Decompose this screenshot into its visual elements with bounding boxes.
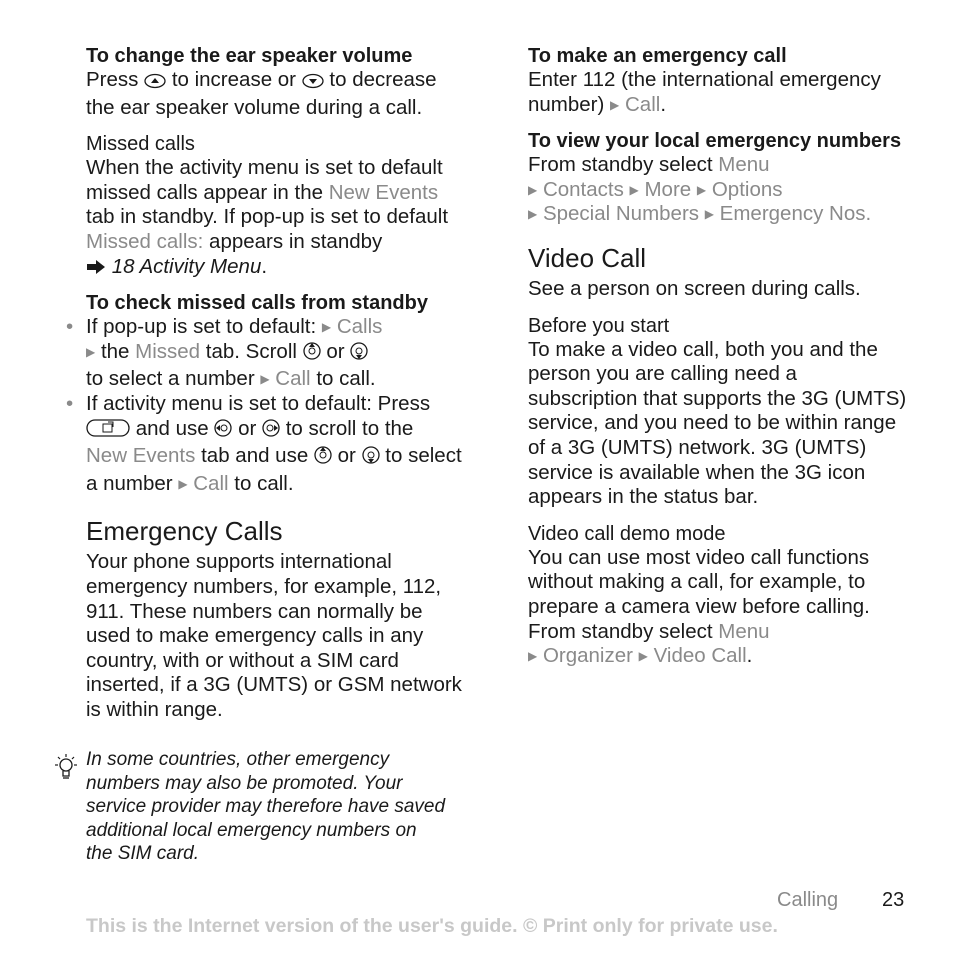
section-heading-missed-calls: Missed calls [86,133,195,156]
section-heading-view-emergency: To view your local emergency numbers [528,130,902,153]
right-triangle-arrow-icon: ▶ [178,476,188,491]
right-triangle-arrow-icon: ▶ [610,97,620,112]
bullet-list [66,315,466,496]
section-heading-before-start: Before you start [528,314,670,337]
new-events-tab-ref: New Events [328,180,439,204]
right-column [528,44,908,669]
footer-section-name: Calling [777,889,839,911]
section-title-emergency-calls: Emergency Calls [86,516,283,547]
list-item: • If pop-up is set to default: ▶ Calls ▶ the Missed tab. Scroll or to select a number ▶ Call to call. [66,315,383,391]
right-triangle-arrow-icon: ▶ [629,182,639,197]
paragraph-make-emergency: Enter 112 (the international emergency number) ▶ Call. [528,68,881,116]
nav-up-key-icon [314,445,332,472]
paragraph-emergency-calls: Your phone supports international emergency numbers, for example, 112, 911. These numbers can normally be used to make emergency calls in any country, with or without a SIM card inserted, if a 3G (UMTS) or GSM network is within range. [86,550,462,721]
nav-left-key-icon [214,418,232,445]
right-triangle-arrow-icon: ▶ [638,649,648,664]
activity-menu-key-icon [86,418,130,445]
nav-down-key-icon [362,445,380,472]
section-heading-check-missed: To check missed calls from standby [86,292,428,315]
activity-menu-link[interactable]: 18 Activity Menu [111,254,262,278]
nav-down-key-icon [350,341,368,368]
section-title-video-call: Video Call [528,242,647,273]
paragraph-view-emergency: From standby select Menu ▶ Contacts ▶ More ▶ Options ▶ Special Numbers ▶ Emergency Nos. [528,153,872,226]
right-triangle-arrow-icon: ▶ [528,649,538,664]
section-heading-make-emergency: To make an emergency call [528,45,787,67]
paragraph-video-intro: See a person on screen during calls. [528,276,861,300]
right-triangle-arrow-icon: ▶ [86,344,96,359]
right-triangle-arrow-icon: ▶ [696,182,707,197]
paragraph-missed-calls: When the activity menu is set to default missed calls appear in the New Events tab in standby. If pop-up is set to default Missed calls: appears in standby 18 Activity Menu. [86,156,449,278]
reference-arrow-icon [86,255,106,278]
right-triangle-arrow-icon: ▶ [704,207,714,222]
nav-right-key-icon [262,418,280,445]
volume-up-key-icon [144,71,166,96]
tip-note: In some countries, other emergency numbers may also be promoted. Your service provider may therefore have saved additional local emergency numbers on the SIM card. [86,749,446,864]
footer-disclaimer: This is the Internet version of the user's guide. © Print only for private use. [86,915,778,937]
nav-up-key-icon [303,341,321,368]
section-heading-demo-mode: Video call demo mode [528,522,726,545]
list-item: • If activity menu is set to default: Press and use or to scroll to the New Events tab and use or to select a number ▶ Call to call. [66,391,462,495]
paragraph-demo-mode: You can use most video call functions without making a call, for example, to prepare a camera view before calling. From standby select Menu ▶ Organizer ▶ Video Call. [528,545,870,668]
missed-calls-ref: Missed calls: [86,229,204,253]
paragraph-ear-volume: Press to increase or to decrease the ear speaker volume during a call. [86,68,437,119]
left-column [66,44,466,722]
right-triangle-arrow-icon: ▶ [528,207,538,222]
volume-down-key-icon [302,71,324,96]
right-triangle-arrow-icon: ▶ [528,182,538,197]
right-triangle-arrow-icon: ▶ [321,320,332,335]
paragraph-before-start: To make a video call, both you and the person you are calling need a subscription that supports the 3G (UMTS) service, and you need to be within range of a 3G (UMTS) network. 3G (UMTS) service is available when the 3G icon appears in the status bar. [528,337,907,509]
lightbulb-icon [52,752,80,787]
section-heading-ear-volume: To change the ear speaker volume [86,45,413,67]
right-triangle-arrow-icon: ▶ [260,372,270,387]
page-number: 23 [882,889,905,911]
